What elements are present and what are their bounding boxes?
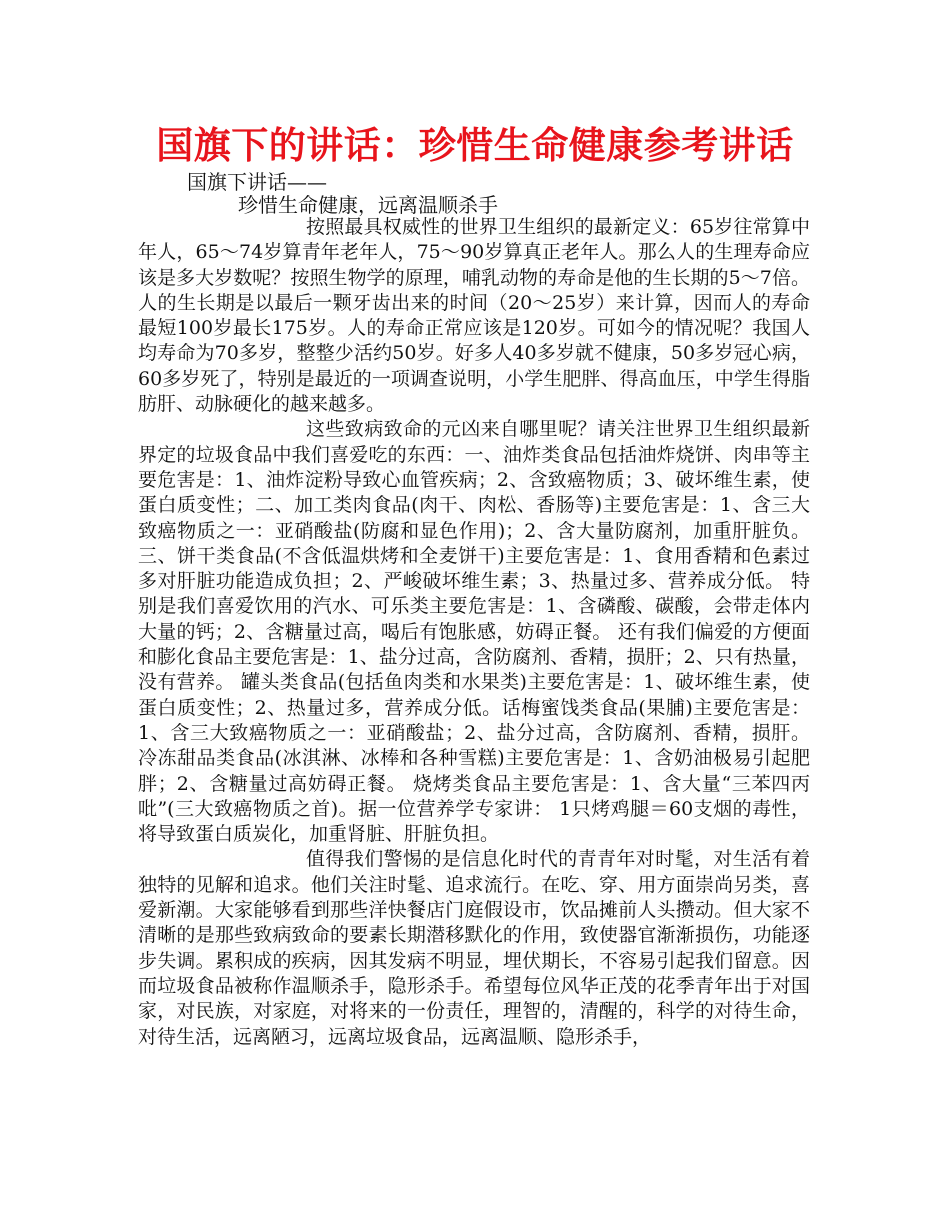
subtitle-line-1: 国旗下讲话—— [187, 170, 327, 194]
paragraph-lifespan: 按照最具权威性的世界卫生组织的最新定义：65岁往常算中年人，65～74岁算青年老年人，75～90岁算真正老年人。那么人的生理寿命应该是多大岁数呢？按照生物学的原理，哺乳动物的寿命是他的生长期的5～7倍。人的生长期是以最后一颗牙齿出来的时间（20～25岁）来计算，因而人的寿命最短100岁最长175岁。人的寿命正常应该是120岁。可如今的情况呢？我国人均寿命为70多岁，整整少活约50岁。好多人40多岁就不健康，50多岁冠心病，60多岁死了，特别是最近的一项调查说明，小学生肥胖、得高血压，中学生得脂肪肝、动脉硬化的越来越多。 [138, 216, 810, 416]
document-title: 国旗下的讲话：珍惜生命健康参考讲话 [156, 124, 794, 167]
document-body [138, 215, 810, 1050]
paragraph-youth-warning: 值得我们警惕的是信息化时代的青青年对时髦，对生活有着独特的见解和追求。他们关注时髦、追求流行。在吃、穿、用方面崇尚另类，喜爱新潮。大家能够看到那些洋快餐店门庭假设市，饮品摊前人头攒动。但大家不清晰的是那些致病致命的要素长期潜移默化的作用，致使器官渐渐损伤，功能逐步失调。累积成的疾病，因其发病不明显，埋伏期长，不容易引起我们留意。因而垃圾食品被称作温顺杀手，隐形杀手。希望每位风华正茂的花季青年出于对国家，对民族，对家庭，对将来的一份责任，理智的，清醒的，科学的对待生命，对待生活，远离陋习，远离垃圾食品，远离温顺、隐形杀手， [138, 848, 810, 1048]
paragraph-junk-food: 这些致病致命的元凶来自哪里呢？请关注世界卫生组织最新界定的垃圾食品中我们喜爱吃的东西：一、油炸类食品包括油炸烧饼、肉串等主要危害是：1、油炸淀粉导致心血管疾病；2、含致癌物质；3、破坏维生素，使蛋白质变性；二、加工类肉食品(肉干、肉松、香肠等)主要危害是：1、含三大致癌物质之一：亚硝酸盐(防腐和显色作用)；2、含大量防腐剂，加重肝脏负。三、饼干类食品(不含低温烘烤和全麦饼干)主要危害是：1、食用香精和色素过多对肝脏功能造成负担；2、严峻破坏维生素；3、热量过多、营养成分低。 特别是我们喜爱饮用的汽水、可乐类主要危害是：1、含磷酸、碳酸，会带走体内大量的钙；2、含糖量过高，喝后有饱胀感，妨碍正餐。 还有我们偏爱的方便面和膨化食品主要危害是：1、盐分过高，含防腐剂、香精，损肝；2、只有热量，没有营养。 罐头类食品(包括鱼肉类和水果类)主要危害是：1、破坏维生素，使蛋白质变性；2、热量过多，营养成分低。话梅蜜饯类食品(果脯)主要危害是：1、含三大致癌物质之一：亚硝酸盐；2、盐分过高，含防腐剂、香精，损肝。 冷冻甜品类食品(冰淇淋、冰棒和各种雪糕)主要危害是：1、含奶油极易引起肥胖；2、含糖量过高妨碍正餐。 烧烤类食品主要危害是：1、含大量“三苯四丙吡”(三大致癌物质之首)。据一位营养学专家讲： 1只烤鸡腿＝60支烟的毒性，将导致蛋白质炭化，加重肾脏、肝脏负担。 [138, 418, 810, 846]
subtitle-line-2: 珍惜生命健康，远离温顺杀手 [238, 193, 498, 217]
